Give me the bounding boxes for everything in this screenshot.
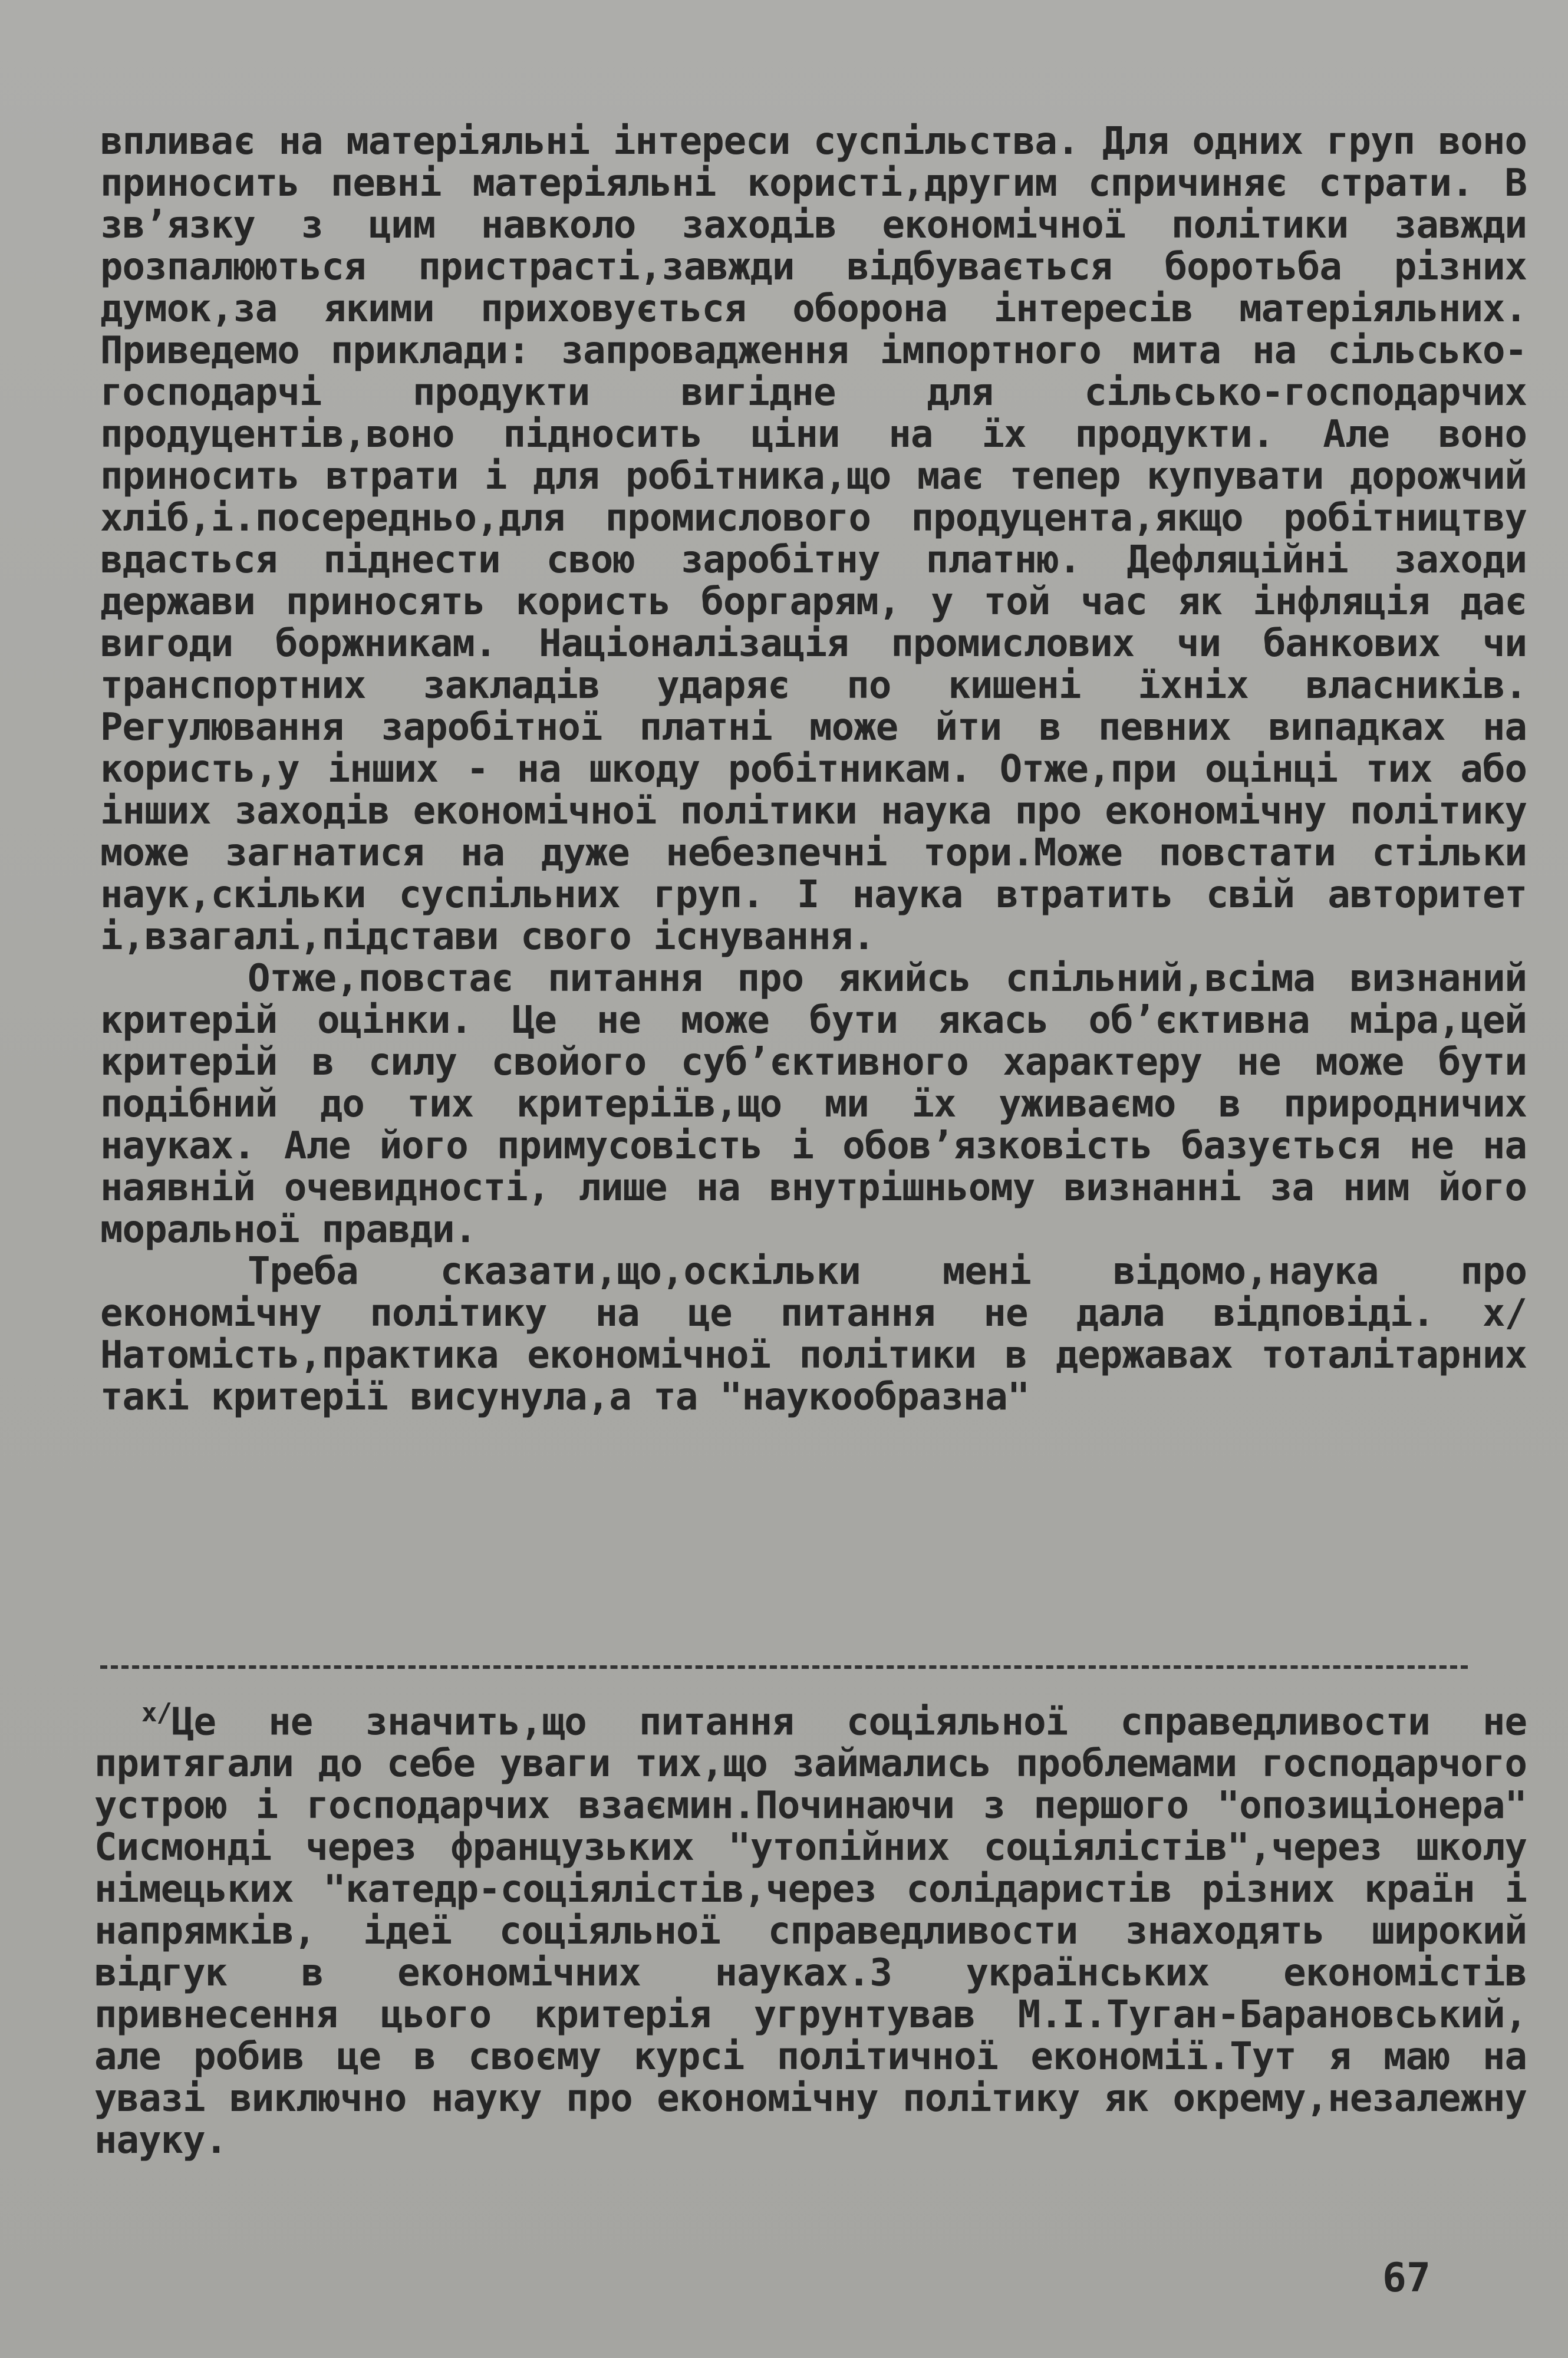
footnote [94,1692,1527,2162]
footnote-marker: х/ [141,1698,172,1728]
main-text [100,120,1549,1419]
page-number: 67 [1382,2255,1431,2301]
footnote-separator [100,1665,1468,1669]
footnote-text: Це не значить,що питання соціяльної справедливости не притягали до себе уваги тих,що займались проблемами господарчого устрою і господарчих взаємин.Починаючи з першого "опозиціонера" Сисмонді через французьких "утопійних соціялістів",через школу німецьких "катедр-соціялістів,через солідаристів різних країн і напрямків, ідеї соціяльної справедливости знаходять широкий відгук в економічних науках.З українських економістів привнесення цього критерія угрунтував М.І.Туган-Барановський, але робив це в своєму курсі політичної економії.Тут я маю на увазі виключно науку про економічну політику як окрему,незалежну науку. [94,1700,1527,2163]
paragraph-3: Треба сказати,що,оскільки мені відомо,наука про економічну політику на це питання не дала відповіді. х/ Натомість,практика економічної політики в державах тоталітарних такі критерії висунула,а та "наукообразна" [100,1250,1549,1419]
footnote-paragraph [94,1692,1527,2162]
paragraph-1: впливає на матеріяльні інтереси суспільства. Для одних груп воно приносить певні матеріяльні користі,другим спричиняє страти. В зв’язку з цим навколо заходів економічної політики завжди розпалюються пристрасті,завжди відбувається боротьба різних думок,за якими приховується оборона інтересів матеріяльних. Приведемо приклади: запровадження імпортного мита на сільсько-господарчі продукти вигідне для сільсько-господарчих продуцентів,воно підносить ціни на їх продукти. Але воно приносить втрати і для робітника,що має тепер купувати дорожчий хліб,і.посередньо,для промислового продуцента,якщо робітництву вдасться піднести свою заробітну платню. Дефляційні заходи держави приносять користь боргарям, у той час як інфляція дає вигоди боржникам. Націоналізація промислових чи банкових чи транспортних закладів ударяє по кишені їхніх власників. Регулювання заробітної платні може йти в певних випадках на користь,у інших - на шкоду робітникам. Отже,при оцінці тих або інших заходів економічної політики наука про економічну політику може загнатися на дуже небезпечні тори.Може повстати стільки наук,скільки суспільних груп. І наука втратить свій авторитет і,взагалі,підстави свого існування. [100,120,1549,959]
paragraph-2: Отже,повстає питання про якийсь спільний,всіма визнаний критерій оцінки. Це не може бути якась об’єктивна міра,цей критерій в силу свойого суб’єктивного характеру не може бути подібний до тих критеріїв,що ми їх уживаємо в природничих науках. Але його примусовість і обов’язковість базується не на наявній очевидності, лише на внутрішньому визнанні за ним його моральної правди. [100,957,1549,1252]
